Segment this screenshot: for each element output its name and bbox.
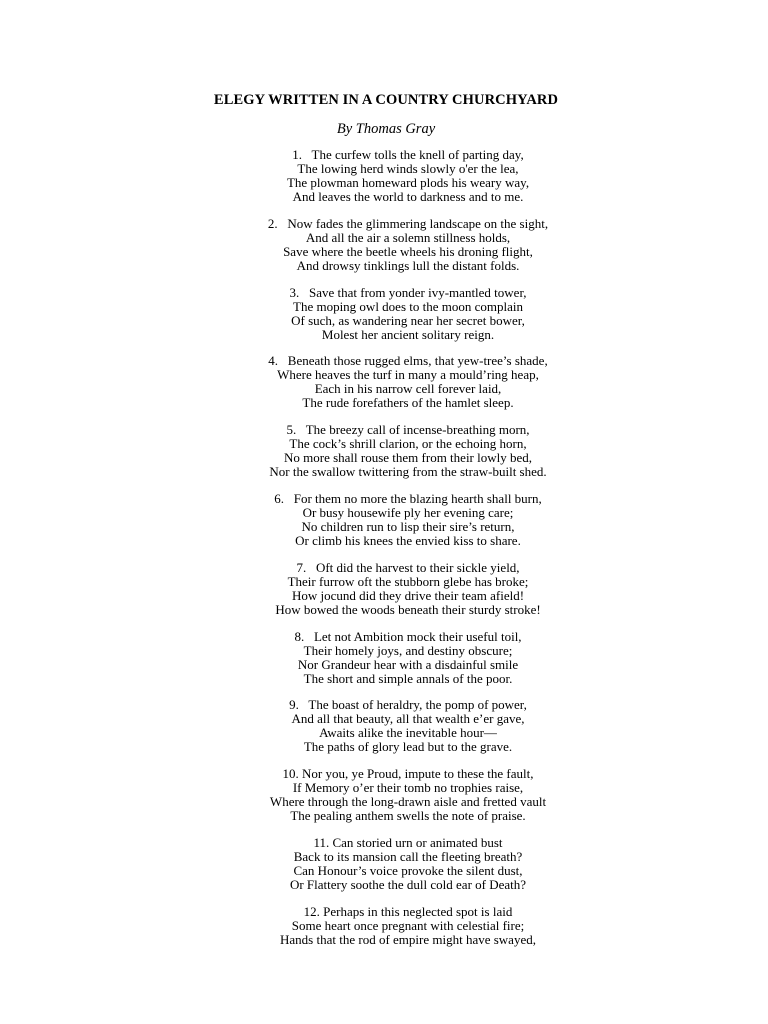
stanza-3 (100, 286, 716, 342)
stanza-7 (100, 561, 716, 617)
poem-line: Back to its mansion call the fleeting breath? (293, 849, 523, 864)
poem-title: ELEGY WRITTEN IN A COUNTRY CHURCHYARD (213, 92, 559, 108)
poem-line: And drowsy tinklings lull the distant folds. (296, 258, 520, 273)
poem-line: And leaves the world to darkness and to me. (292, 189, 524, 204)
poem-line: The cock’s shrill clarion, or the echoing horn, (289, 436, 527, 451)
poem-line: Where heaves the turf in many a mould’ring heap, (277, 367, 539, 382)
stanza-11 (100, 836, 716, 892)
poem-line: The lowing herd winds slowly o'er the lea, (297, 161, 519, 176)
stanza-9 (100, 698, 716, 754)
stanza-6 (100, 492, 716, 548)
stanza-8 (100, 630, 716, 686)
poem-line: Each in his narrow cell forever laid, (314, 381, 502, 396)
poem-line: Or Flattery soothe the dull cold ear of Death? (289, 877, 527, 892)
poem-line: 1. The curfew tolls the knell of parting day, (292, 147, 524, 162)
poem-line: Nor Grandeur hear with a disdainful smile (297, 657, 519, 672)
poem-line: Awaits alike the inevitable hour— (319, 725, 497, 740)
poem-line: The short and simple annals of the poor. (303, 671, 513, 686)
poem-line: Their furrow oft the stubborn glebe has broke; (287, 574, 529, 589)
poem-line: The paths of glory lead but to the grave. (303, 739, 513, 754)
poem-line: 7. Oft did the harvest to their sickle yield, (296, 560, 520, 575)
poem-line: 3. Save that from yonder ivy-mantled tower, (289, 285, 527, 300)
poem-line: The moping owl does to the moon complain (293, 299, 523, 314)
poem-line: Or busy housewife ply her evening care; (302, 505, 514, 520)
poem-line: Molest her ancient solitary reign. (321, 327, 495, 342)
poem-line: 12. Perhaps in this neglected spot is laid (303, 904, 513, 919)
poem-line: Their homely joys, and destiny obscure; (303, 643, 513, 658)
poem-line: 2. Now fades the glimmering landscape on the sight, (267, 216, 549, 231)
poem-line: Of such, as wandering near her secret bower, (291, 313, 525, 328)
poem-line: Can Honour’s voice provoke the silent dust, (293, 863, 523, 878)
poem-line: The rude forefathers of the hamlet sleep. (302, 395, 514, 410)
poem-line: And all the air a solemn stillness holds, (305, 230, 511, 245)
poem-line: Save where the beetle wheels his droning flight, (283, 244, 533, 259)
poem-line: 11. Can storied urn or animated bust (313, 835, 503, 850)
poem-line: 9. The boast of heraldry, the pomp of power, (289, 697, 527, 712)
poem-line: Some heart once pregnant with celestial fire; (291, 918, 525, 933)
poem-line: Where through the long-drawn aisle and fretted vault (269, 794, 547, 809)
poem-line: Or climb his knees the envied kiss to share. (295, 533, 521, 548)
stanza-1 (100, 148, 716, 204)
poem-line: 4. Beneath those rugged elms, that yew-tree’s shade, (268, 353, 548, 368)
poem-line: The pealing anthem swells the note of praise. (290, 808, 526, 823)
poem-line: No more shall rouse them from their lowly bed, (283, 450, 533, 465)
poem-line: 8. Let not Ambition mock their useful toil, (294, 629, 522, 644)
poem-line: And all that beauty, all that wealth e’er gave, (291, 711, 525, 726)
stanza-4 (100, 354, 716, 410)
poem-author: By Thomas Gray (336, 121, 436, 137)
stanza-5 (100, 423, 716, 479)
poem-line: No children run to lisp their sire’s return, (301, 519, 515, 534)
poem-line: How bowed the woods beneath their sturdy stroke! (275, 602, 541, 617)
stanza-12 (100, 905, 716, 947)
poem-line: 10. Nor you, ye Proud, impute to these the fault, (282, 766, 534, 781)
poem-line: 5. The breezy call of incense-breathing morn, (286, 422, 530, 437)
stanza-10 (100, 767, 716, 823)
poem-line: Hands that the rod of empire might have swayed, (280, 932, 536, 947)
poem-line: 6. For them no more the blazing hearth shall burn, (274, 491, 542, 506)
poem-line: If Memory o’er their tomb no trophies raise, (292, 780, 524, 795)
stanza-2 (100, 217, 716, 273)
poem-line: How jocund did they drive their team afield! (291, 588, 525, 603)
poem-line: Nor the swallow twittering from the straw-built shed. (269, 464, 547, 479)
poem-line: The plowman homeward plods his weary way, (286, 175, 530, 190)
